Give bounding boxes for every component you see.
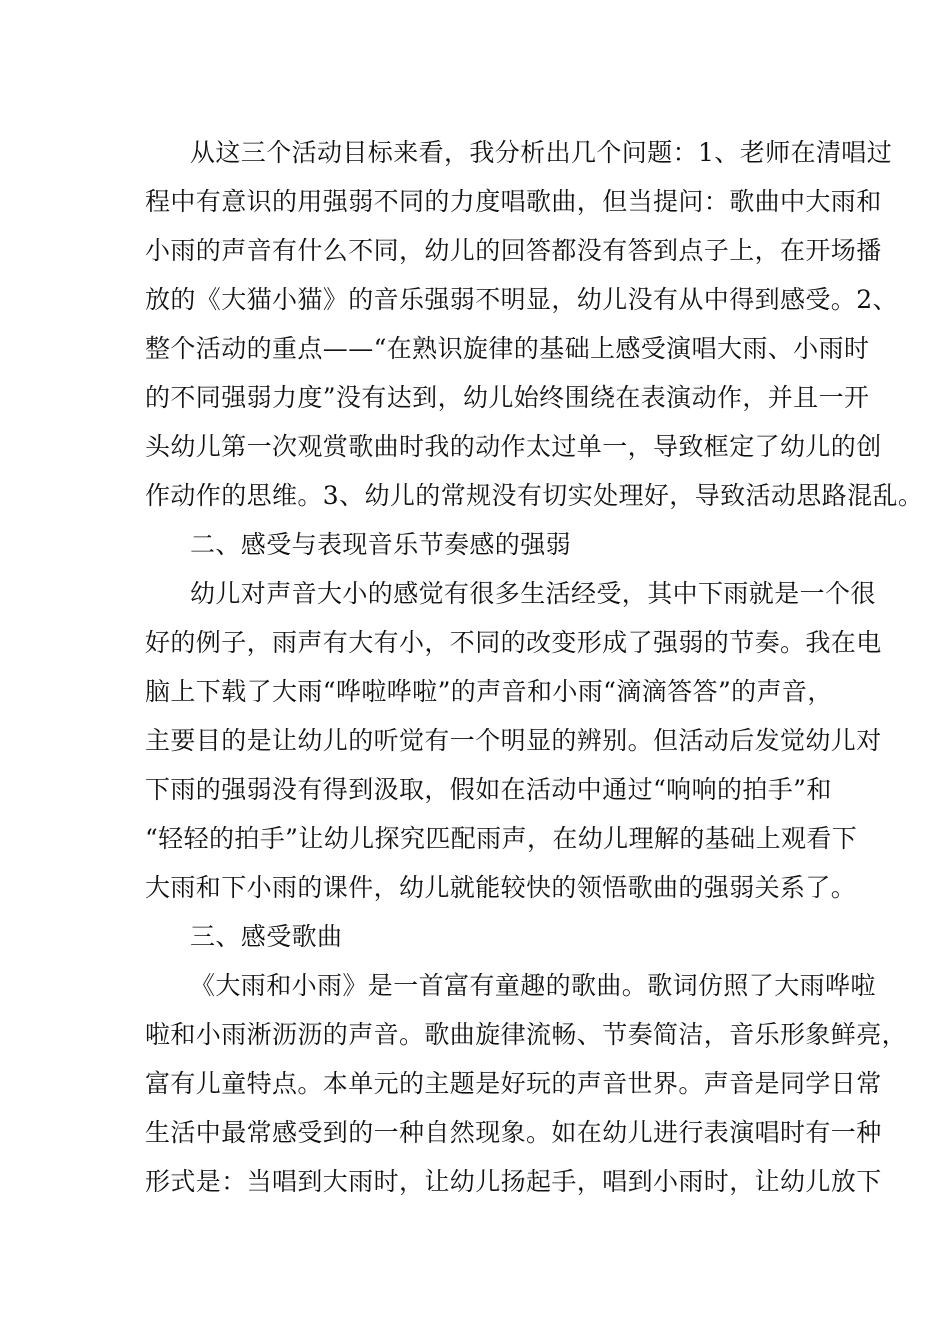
paragraph-line: 大雨和下小雨的课件，幼儿就能较快的领悟歌曲的强弱关系了。	[145, 873, 857, 902]
paragraph-line: 好的例子，雨声有大有小，不同的改变形成了强弱的节奏。我在电	[145, 628, 882, 657]
paragraph-line: 富有儿童特点。本单元的主题是好玩的声音世界。声音是同学日常	[145, 1069, 882, 1098]
paragraph-line: 下雨的强弱没有得到汲取，假如在活动中通过“响响的拍手”和	[145, 775, 832, 804]
paragraph-line: 啦和小雨淅沥沥的声音。歌曲旋律流畅、节奏简洁，音乐形象鲜亮，	[145, 1020, 908, 1049]
paragraph-line: 放的《大猫小猫》的音乐强弱不明显，幼儿没有从中得到感受。2、	[145, 285, 898, 314]
paragraph-line: 形式是：当唱到大雨时，让幼儿扬起手，唱到小雨时，让幼儿放下	[145, 1167, 882, 1196]
paragraph-line: 整个活动的重点——“在熟识旋律的基础上感受演唱大雨、小雨时	[145, 334, 870, 363]
section-heading: 二、感受与表现音乐节奏感的强弱	[190, 530, 572, 559]
paragraph-line: 幼儿对声音大小的感觉有很多生活经受，其中下雨就是一个很	[190, 579, 876, 608]
paragraph-line: 小雨的声音有什么不同，幼儿的回答都没有答到点子上，在开场播	[145, 236, 882, 265]
paragraph-line: 生活中最常感受到的一种自然现象。如在幼儿进行表演唱时有一种	[145, 1118, 882, 1147]
paragraph-line: 程中有意识的用强弱不同的力度唱歌曲，但当提问：歌曲中大雨和	[145, 187, 882, 216]
paragraph-line: 《大雨和小雨》是一首富有童趣的歌曲。歌词仿照了大雨哗啦	[190, 971, 876, 1000]
section-heading: 三、感受歌曲	[190, 922, 343, 951]
paragraph-line: “轻轻的拍手”让幼儿探究匹配雨声，在幼儿理解的基础上观看下	[145, 824, 858, 853]
paragraph-line: 从这三个活动目标来看，我分析出几个问题：1、老师在清唱过	[190, 138, 893, 167]
paragraph-line: 头幼儿第一次观赏歌曲时我的动作太过单一，导致框定了幼儿的创	[145, 432, 882, 461]
paragraph-line: 的不同强弱力度”没有达到，幼儿始终围绕在表演动作，并且一开	[145, 383, 870, 412]
paragraph-line: 作动作的思维。3、幼儿的常规没有切实处理好，导致活动思路混乱。	[145, 481, 924, 510]
paragraph-line: 主要目的是让幼儿的听觉有一个明显的辨别。但活动后发觉幼儿对	[145, 726, 882, 755]
paragraph-line: 脑上下载了大雨“哗啦哗啦”的声音和小雨“滴滴答答”的声音，	[145, 677, 833, 706]
